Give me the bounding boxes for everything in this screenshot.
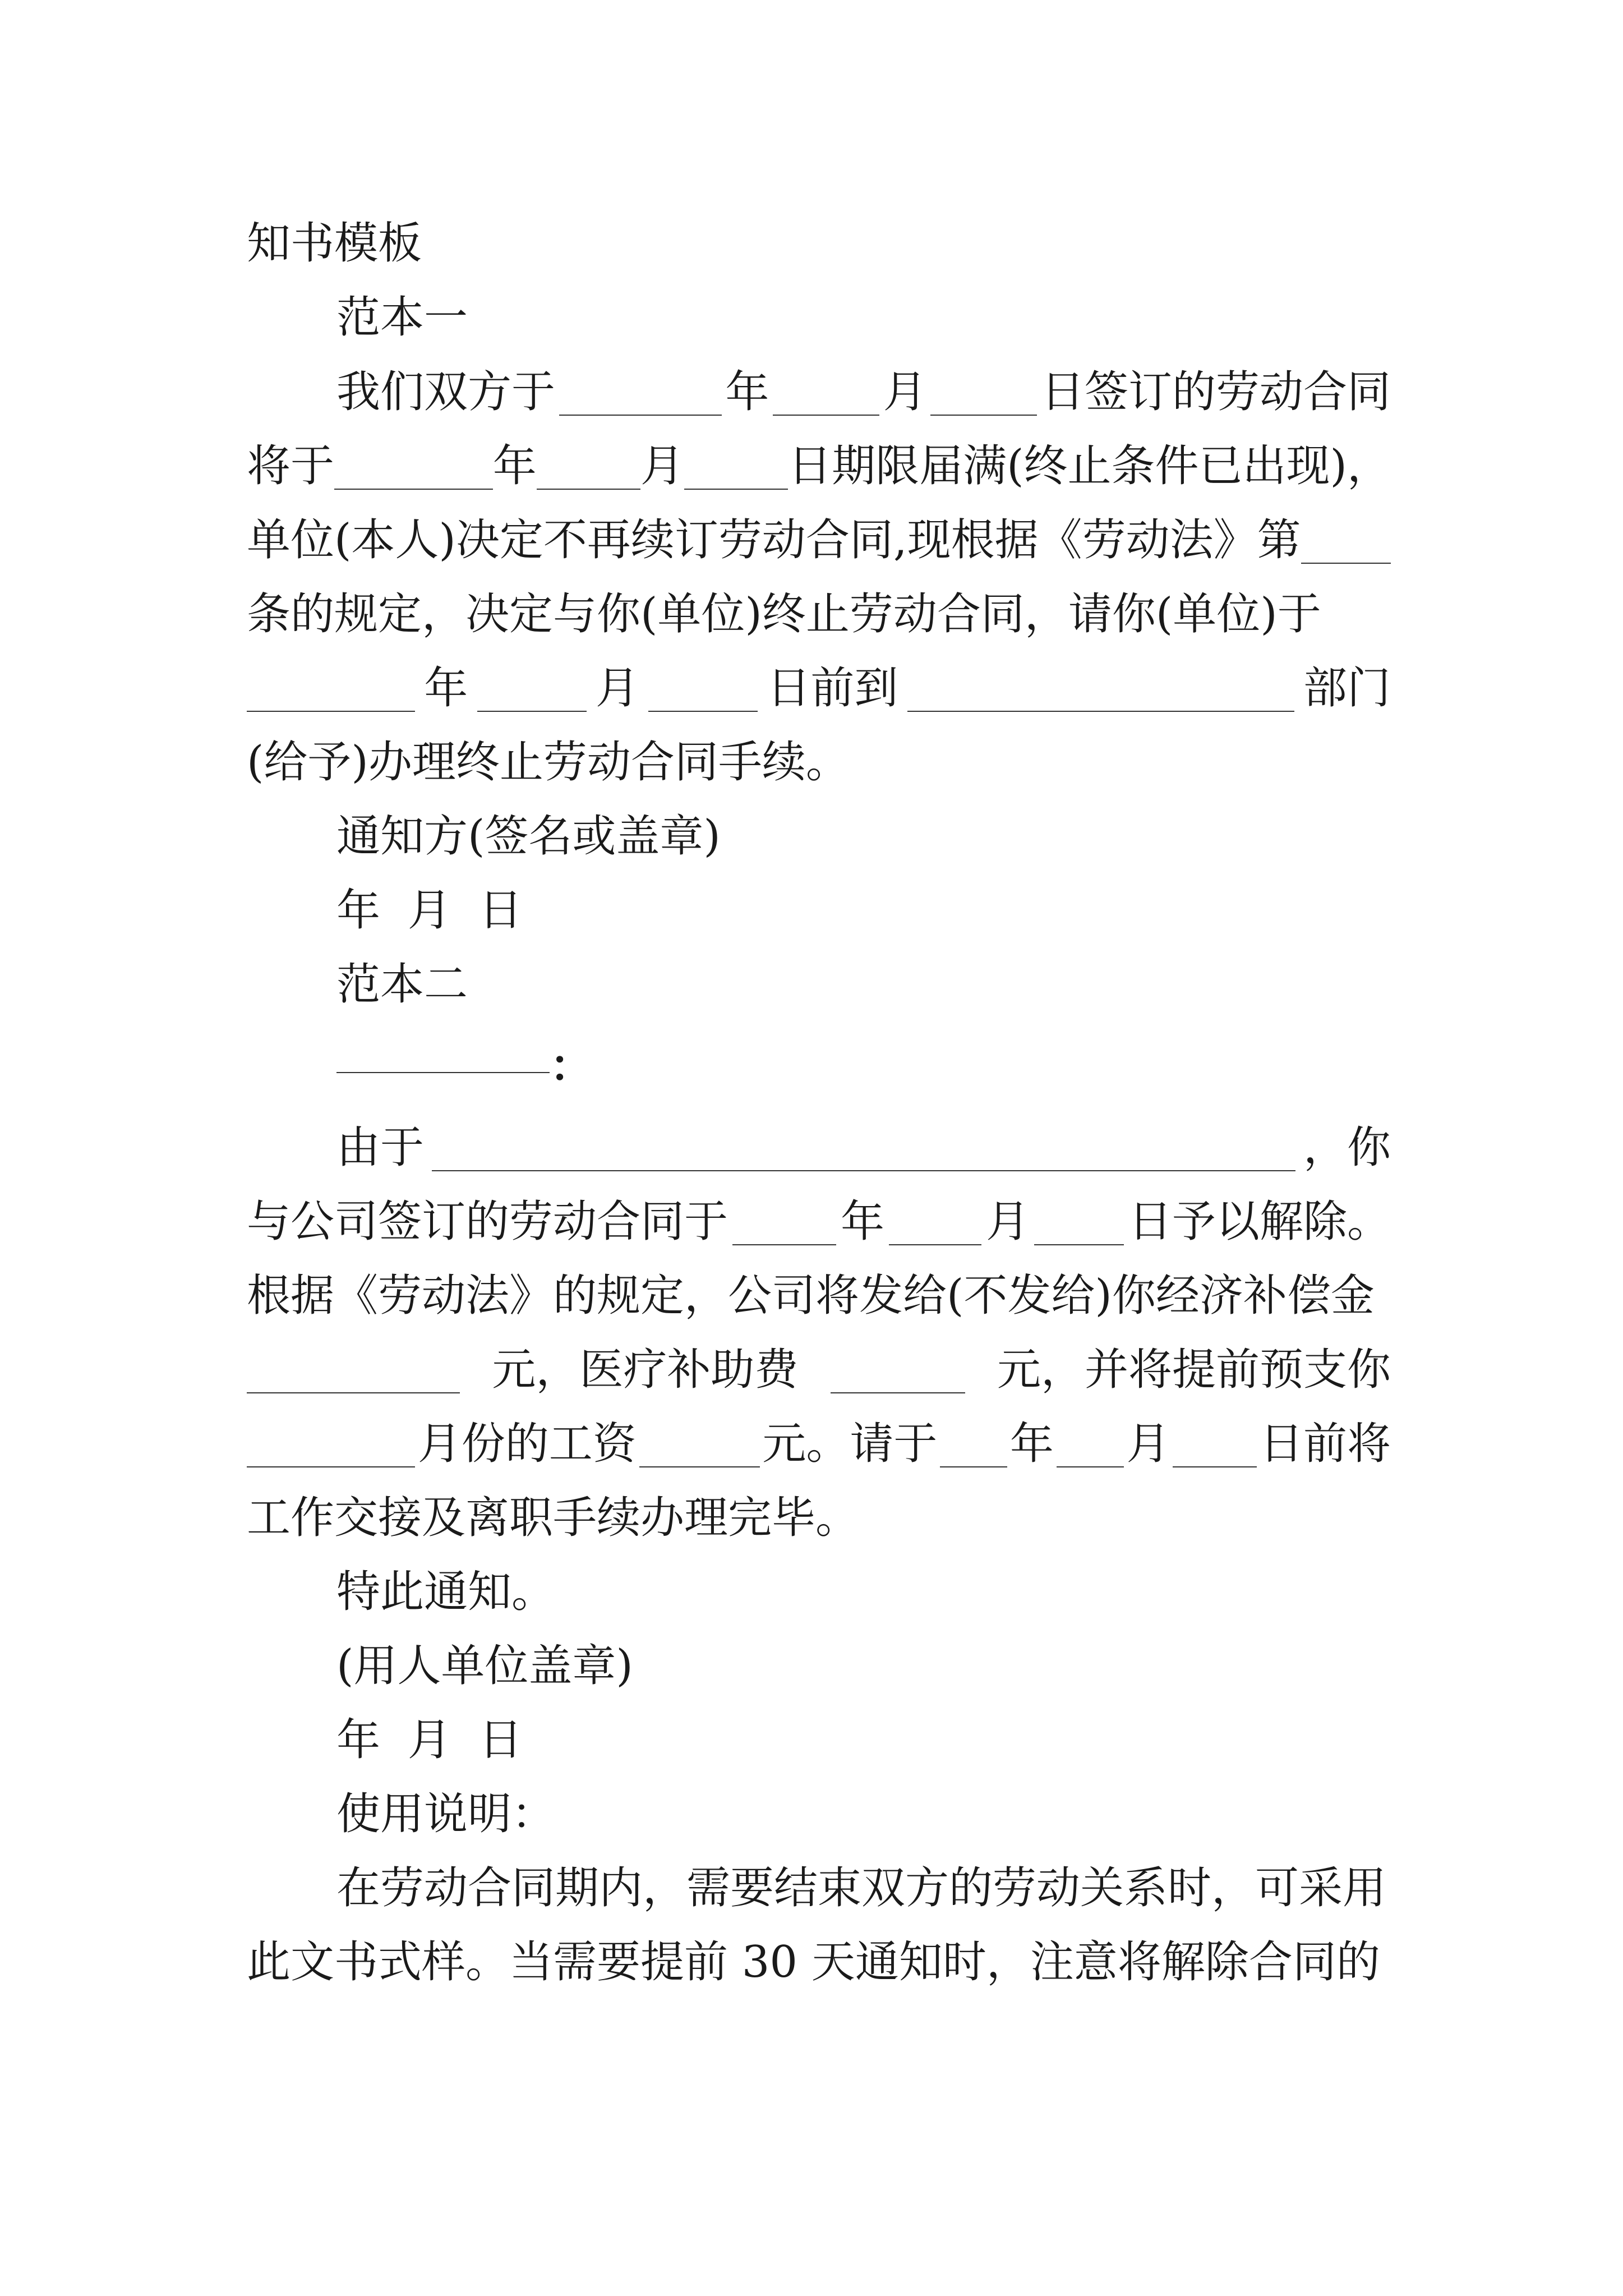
sample1-line-3: 单位(本人)决定不再续订劳动合同,现根据《劳动法》第 bbox=[247, 509, 1391, 572]
sample2-line-4: 元，医疗补助费 元，并将提前预支你 bbox=[247, 1338, 1391, 1401]
document-header: 知书模板 bbox=[247, 218, 422, 269]
blank-reason-field[interactable] bbox=[432, 1170, 1295, 1171]
blank-month-field[interactable] bbox=[247, 1466, 415, 1467]
blank-month-field[interactable] bbox=[1057, 1466, 1124, 1467]
blank-year-field[interactable] bbox=[940, 1466, 1007, 1467]
sample2-title: 范本二 bbox=[336, 959, 468, 1010]
sample2-date: 年 月 日 bbox=[336, 1715, 523, 1765]
blank-medical-subsidy-field[interactable] bbox=[831, 1392, 965, 1393]
sample1-line-4: 条的规定，决定与你(单位)终止劳动合同，请你(单位)于 bbox=[247, 589, 1321, 639]
blank-wage-field[interactable] bbox=[639, 1466, 760, 1467]
sample2-seal: (用人单位盖章) bbox=[336, 1641, 633, 1691]
sample2-addressee-line: ： bbox=[336, 1035, 1391, 1098]
blank-article-field[interactable] bbox=[1301, 563, 1391, 564]
blank-year-field[interactable] bbox=[334, 489, 493, 490]
blank-year-field[interactable] bbox=[559, 415, 722, 416]
sample2-notice: 特此通知。 bbox=[336, 1567, 556, 1617]
usage-line-2: 此文书式样。当需要提前 30 天通知时，注意将解除合同的 bbox=[247, 1937, 1380, 1987]
sample2-line-6: 工作交接及离职手续办理完毕。 bbox=[247, 1493, 860, 1543]
sample2-line-2: 与公司签订的劳动合同于 年 月 日予以解除。 bbox=[247, 1197, 1391, 1247]
sample1-line-1: 我们双方于 年 月 日签订的劳动合同 bbox=[336, 367, 1391, 417]
usage-title: 使用说明： bbox=[336, 1789, 556, 1839]
sample2-line-1: 由于 ，你 bbox=[336, 1122, 1391, 1173]
blank-department-field[interactable] bbox=[907, 711, 1294, 712]
sample2-line-5: 月份的工资 元。请于 年 月 日前将 bbox=[247, 1412, 1391, 1475]
blank-month-field[interactable] bbox=[773, 415, 879, 416]
blank-month-field[interactable] bbox=[889, 1244, 981, 1245]
blank-addressee-field[interactable] bbox=[336, 1072, 550, 1073]
sample1-line-2: 将于 年 月 日期限届满(终止条件已出现)， bbox=[247, 441, 1391, 491]
blank-day-field[interactable] bbox=[1034, 1244, 1124, 1245]
blank-compensation-field[interactable] bbox=[247, 1392, 460, 1393]
sample1-title: 范本一 bbox=[336, 292, 468, 343]
blank-month-field[interactable] bbox=[537, 489, 640, 490]
blank-day-field[interactable] bbox=[684, 489, 788, 490]
blank-day-field[interactable] bbox=[1173, 1466, 1257, 1467]
sample1-notifier: 通知方(签名或盖章) bbox=[336, 811, 721, 862]
sample1-line-6: (给予)办理终止劳动合同手续。 bbox=[247, 737, 850, 788]
blank-year-field[interactable] bbox=[732, 1244, 836, 1245]
sample1-date: 年 月 日 bbox=[336, 885, 523, 936]
blank-day-field[interactable] bbox=[648, 711, 758, 712]
sample2-line-3: 根据《劳动法》的规定，公司将发给(不发给)你经济补偿金 bbox=[247, 1271, 1375, 1321]
blank-year-field[interactable] bbox=[247, 711, 415, 712]
usage-line-1: 在劳动合同期内，需要结束双方的劳动关系时，可采用 bbox=[336, 1863, 1387, 1913]
sample1-line-5: 年 月 日前到 部门 bbox=[247, 657, 1391, 720]
blank-month-field[interactable] bbox=[477, 711, 587, 712]
blank-day-field[interactable] bbox=[930, 415, 1037, 416]
